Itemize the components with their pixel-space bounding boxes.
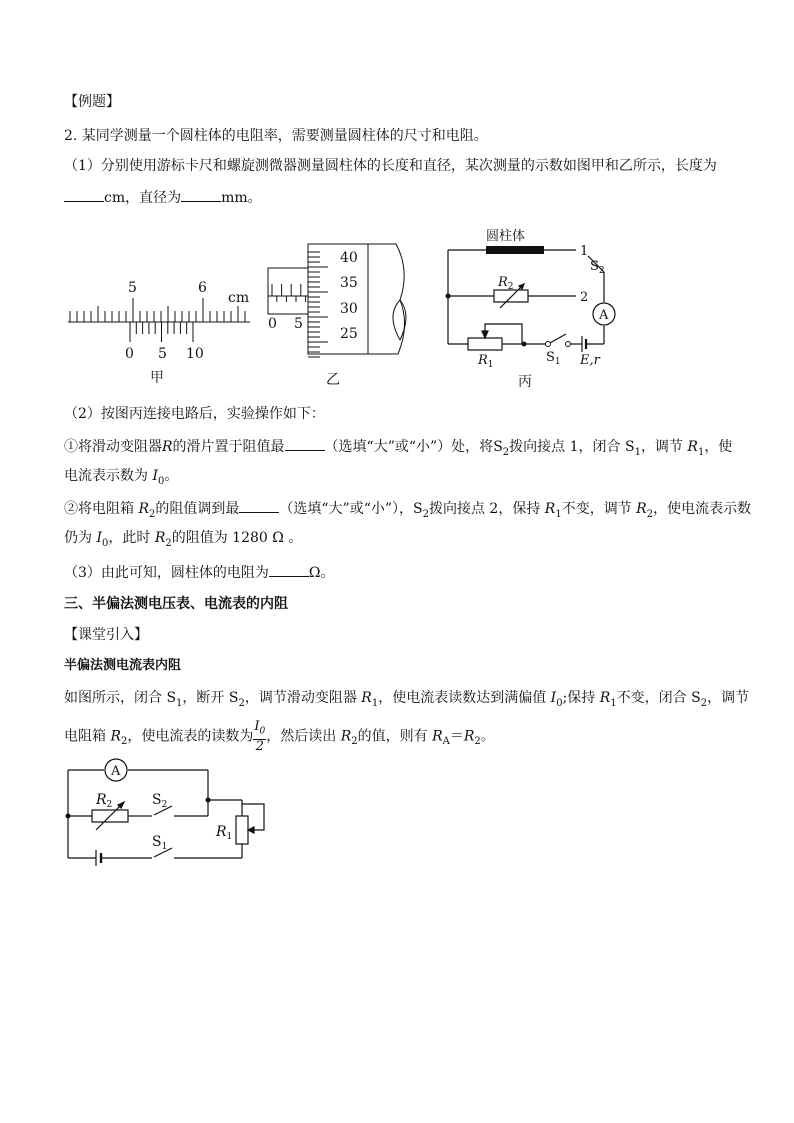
answer-blank-diameter[interactable] <box>181 187 221 202</box>
intro-line1: 如图所示，闭合 $S_1$，断开 $S_2$，调节滑动变阻器 $R_1$，使电流表读数达到满偏值 $I_0$;保持 $R_1$不变，闭合 $S_2$，调节 <box>64 690 750 709</box>
q-part2-heading: （2）按图丙连接电路后，实验操作如下： <box>64 406 325 422</box>
switch-s2-label: $S_2$ <box>590 259 605 276</box>
answer-blank-step1[interactable] <box>285 436 325 451</box>
ammeter-label: A <box>599 308 609 323</box>
r1-label: $R_1$ <box>478 353 494 370</box>
q-part2-step2-line2: 仍为 $I_0$，此时 $R_2$的阻值为 1280 Ω 。 <box>64 530 303 549</box>
vernier-label-5: 5 <box>158 346 167 362</box>
node-2-label: 2 <box>580 290 589 305</box>
fraction-i0-over-2: $\frac{I_0}{2}$ <box>254 719 266 754</box>
node-1-label: 1 <box>580 244 589 259</box>
thimble-label-40: 40 <box>340 250 358 266</box>
micrometer-figure <box>264 240 414 390</box>
cylinder-resistor <box>486 246 544 254</box>
sub-title: 半偏法测电流表内阻 <box>64 658 182 673</box>
example-heading: 【例题】 <box>64 94 120 110</box>
vernier-caliper-figure <box>64 278 254 388</box>
thimble-label-30: 30 <box>340 301 358 317</box>
sleeve-label-5: 5 <box>294 316 303 332</box>
vernier-label-10: 10 <box>186 346 204 362</box>
r1-label: $R_1$ <box>216 824 233 842</box>
cylinder-label: 圆柱体 <box>486 229 526 244</box>
q-part3: （3）由此可知，圆柱体的电阻为 Ω。 <box>64 562 335 583</box>
main-scale-label-5: 5 <box>128 280 137 296</box>
unit-label: cm <box>228 290 250 306</box>
switch-s1-label: $S_1$ <box>152 834 168 852</box>
question-stem: 2. 某同学测量一个圆柱体的电阻率，需要测量圆柱体的尺寸和电阻。 <box>64 128 488 144</box>
circuit-half-deflection-figure <box>60 754 280 870</box>
caption-bing: 丙 <box>518 374 532 390</box>
ammeter-label: A <box>111 764 121 779</box>
r2-label: $R_2$ <box>96 792 113 810</box>
sleeve-label-0: 0 <box>268 316 277 332</box>
thimble-label-25: 25 <box>340 326 358 342</box>
class-intro-heading: 【课堂引入】 <box>64 627 148 643</box>
answer-blank-length[interactable] <box>64 187 104 202</box>
q-part2-step1-line1: ①将滑动变阻器R的滑片置于阻值最 （选填“大”或“小”）处，将$S_2$拨向接点 1，闭合 $S_1$，调节 $R_1$，使 <box>64 436 732 463</box>
vernier-label-0: 0 <box>125 346 134 362</box>
main-scale-label-6: 6 <box>198 280 207 296</box>
switch-s1-label: $S_1$ <box>546 350 561 367</box>
section-title: 三、半偏法测电压表、电流表的内阻 <box>64 596 288 612</box>
caption-jia: 甲 <box>150 370 164 386</box>
switch-s2-label: $S_2$ <box>152 792 168 810</box>
answer-blank-resistance[interactable] <box>269 562 309 577</box>
intro-line2: 电阻箱 $R_2$，使电流表的读数为 $\frac{I_0}{2}$ ，然后读出 $R_2$的值，则有 $R_A=R_2$。 <box>64 719 495 754</box>
battery-label: E,r <box>580 353 600 368</box>
q-part1-line1: （1）分别使用游标卡尺和螺旋测微器测量圆柱体的长度和直径，某次测量的示数如图甲和乙所示，长度为 <box>64 158 717 174</box>
answer-blank-step2[interactable] <box>239 498 279 513</box>
circuit-bing-figure <box>440 226 630 392</box>
caption-yi: 乙 <box>326 372 340 388</box>
q-part2-step2-line1: ②将电阻箱 $R_2$的阻值调到最 （选填“大”或“小”），$S_2$拨向接点 2，保持 $R_1$不变，调节 $R_2$，使电流表示数 <box>64 498 751 525</box>
q-part1-line2: cm，直径为 mm。 <box>64 187 262 208</box>
r2-label: $R_2$ <box>498 275 514 292</box>
thimble-label-35: 35 <box>340 275 358 291</box>
q-part2-step1-line2: 电流表示数为 $I_0$。 <box>64 468 179 487</box>
